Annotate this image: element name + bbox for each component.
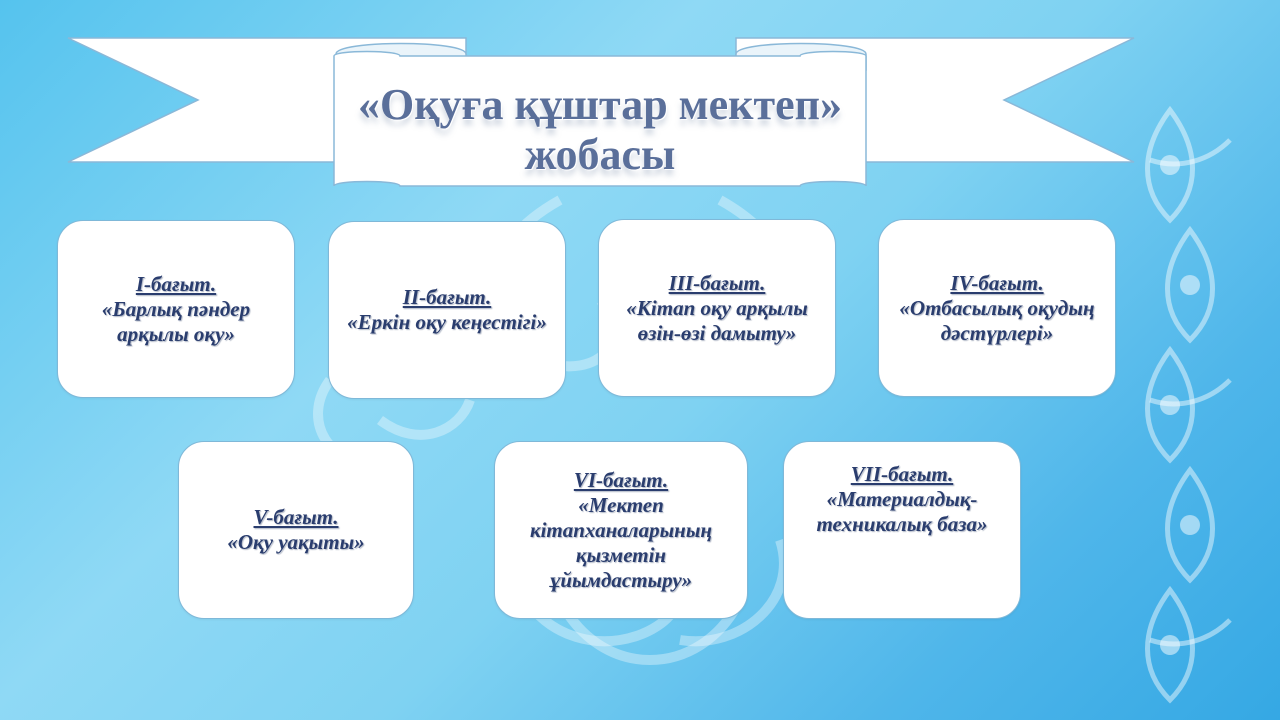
direction-card-heading: II-бағыт.	[402, 285, 492, 309]
direction-card-text: «Барлық пәндер арқылы оқу»	[101, 296, 251, 346]
direction-card-heading: I-бағыт.	[135, 271, 217, 296]
direction-card-text: «Материалдық-техникалық база»	[816, 487, 988, 536]
direction-card-text: «Мектеп кітапханаларының қызметін ұйымдастыру»	[529, 492, 713, 592]
direction-card-text: «Еркін оқу кеңестігі»	[347, 310, 547, 334]
direction-card-4	[878, 219, 1116, 397]
direction-card-text: «Отбасылық оқудың дәстүрлері»	[899, 295, 1095, 345]
direction-card-2	[328, 221, 566, 399]
direction-card-heading: V-бағыт.	[253, 505, 339, 529]
direction-card-text: «Оқу уақыты»	[227, 530, 365, 554]
direction-card-heading: IV-бағыт.	[950, 270, 1044, 295]
direction-card-heading: III-бағыт.	[668, 270, 766, 295]
direction-card-7	[783, 441, 1021, 619]
direction-card-text: «Кітап оқу арқылы өзін-өзі дамыту»	[626, 295, 808, 345]
slide-title-line1: «Оқуға құштар мектеп»	[357, 80, 843, 129]
direction-card-heading: VI-бағыт.	[573, 467, 669, 492]
direction-card-3	[598, 219, 836, 397]
direction-card-6	[494, 441, 748, 619]
direction-card-5	[178, 441, 414, 619]
slide-title-line2: жобасы	[524, 130, 676, 179]
direction-card-heading: VII-бағыт.	[850, 462, 954, 486]
direction-card-1	[57, 220, 295, 398]
slide-title	[340, 80, 860, 180]
